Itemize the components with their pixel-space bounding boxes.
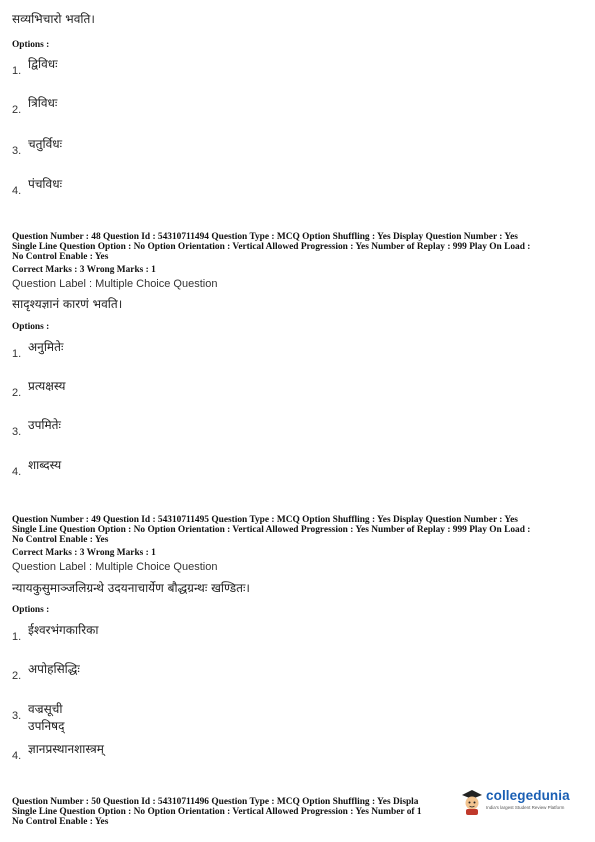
option-number: 1. <box>12 65 22 77</box>
option-text: ईश्वरभंगकारिका <box>28 623 99 637</box>
option-number: 2. <box>12 670 22 682</box>
option-number: 3. <box>12 145 22 157</box>
option-number: 4. <box>12 185 22 197</box>
option-text: द्विविधः <box>28 57 58 71</box>
option-text: अनुमितेः <box>28 340 64 354</box>
options-heading: Options : <box>12 605 50 615</box>
question-48-stem: सादृश्यज्ञानं कारणं भवति। <box>12 297 123 311</box>
option-text: शाब्दस्य <box>28 458 62 472</box>
logo-tagline: India's largest Student Review Platform <box>486 805 565 810</box>
logo-brand: collegedunia <box>486 788 570 803</box>
meta-line: Single Line Question Option : No Option Orientation : Vertical Allowed Progression : Yes Number of Replay : 999 Play On Load : <box>12 525 531 536</box>
question-48-marks: Correct Marks : 3 Wrong Marks : 1 <box>12 265 156 275</box>
question-49-marks: Correct Marks : 3 Wrong Marks : 1 <box>12 548 156 558</box>
question-48-label: Question Label : Multiple Choice Question <box>12 278 218 290</box>
option-number: 1. <box>12 348 22 360</box>
option-text: ज्ञानप्रस्थानशास्त्रम् <box>28 742 104 756</box>
question-48-meta <box>12 232 584 263</box>
mascot-icon <box>460 787 484 815</box>
meta-line: No Control Enable : Yes <box>12 252 109 263</box>
option-text: त्रिविधः <box>28 96 58 110</box>
option-text: पंचविधः <box>28 177 63 191</box>
option-text: प्रत्यक्षस्य <box>28 379 66 393</box>
meta-line: No Control Enable : Yes <box>12 817 109 828</box>
question-47-stem: सव्यभिचारो भवति। <box>12 12 95 26</box>
question-49-stem: न्यायकुसुमाञ्जलिग्रन्थे उदयनाचार्येण बौद्धग्रन्थः खण्डितः। <box>12 581 250 595</box>
options-heading: Options : <box>12 40 50 50</box>
option-number: 2. <box>12 387 22 399</box>
meta-line: Single Line Question Option : No Option Orientation : Vertical Allowed Progression : Yes Number of Replay : 999 Play On Load : <box>12 242 531 253</box>
options-heading: Options : <box>12 322 50 332</box>
option-number: 4. <box>12 466 22 478</box>
question-49-meta <box>12 515 584 546</box>
option-number: 4. <box>12 750 22 762</box>
option-number: 3. <box>12 426 22 438</box>
collegedunia-logo <box>460 786 595 816</box>
meta-line: Single Line Question Option : No Option Orientation : Vertical Allowed Progression : Yes Number of 1 <box>12 807 422 818</box>
meta-line: No Control Enable : Yes <box>12 535 109 546</box>
question-49-label: Question Label : Multiple Choice Question <box>12 561 218 573</box>
meta-line: Question Number : 50 Question Id : 54310711496 Question Type : MCQ Option Shuffling : Yes Displa <box>12 797 419 807</box>
option-number: 2. <box>12 104 22 116</box>
option-text: वज्रसूची उपनिषद् <box>28 702 65 733</box>
meta-line: Question Number : 49 Question Id : 54310711495 Question Type : MCQ Option Shuffling : Yes Display Question Number : Yes <box>12 515 518 525</box>
option-text: उपमितेः <box>28 418 61 432</box>
meta-line: Question Number : 48 Question Id : 54310711494 Question Type : MCQ Option Shuffling : Yes Display Question Number : Yes <box>12 232 518 242</box>
option-number: 3. <box>12 710 22 722</box>
option-number: 1. <box>12 631 22 643</box>
option-text: चतुर्विधः <box>28 137 63 151</box>
option-text: अपोहसिद्धिः <box>28 662 80 676</box>
